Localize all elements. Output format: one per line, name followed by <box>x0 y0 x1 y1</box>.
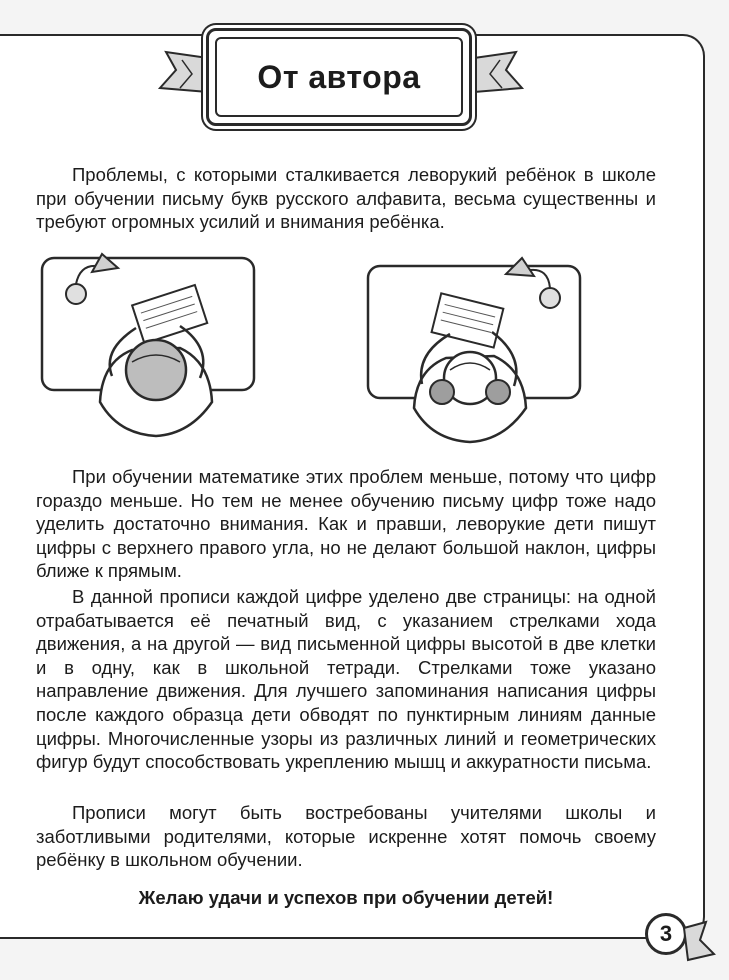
closing-wish: Желаю удачи и успехов при обучении детей! <box>138 887 554 908</box>
ribbon-left-icon <box>152 48 208 108</box>
title-banner <box>206 28 472 126</box>
page-number-badge: 3 <box>645 913 687 955</box>
paragraph-math: При обучении математике этих проблем меньше, потому что цифр гораздо меньше. Но тем не менее обучению письму цифр тоже надо уделить достаточно внимания. Как и правши, леворукие дети пишут цифры с верхнего правого угла, но не делают большой наклон, цифры ближе к прямым. <box>36 466 656 582</box>
paragraph-intro: Проблемы, с которыми сталкивается леворукий ребёнок в школе при обучении письму букв русского алфавита, весьма существенны и требуют огромных усилий и внимания ребёнка. <box>36 164 656 233</box>
paragraph-audience: Прописи могут быть востребованы учителями школы и заботливыми родителями, которые искренне хотят помочь своему ребёнку в школьном обучении. <box>36 802 656 871</box>
right-handed-child-illustration <box>366 252 596 452</box>
page-title: От автора <box>257 58 421 95</box>
paragraph-workbook: В данной прописи каждой цифре уделено две страницы: на одной отрабатывается её печатный вид, с указанием стрелками хода движения, а на другой — вид письменной цифры высотой в две клетки и в одну, как в школьной тетради. Стрелками тоже указано направление движения. Для лучшего запоминания написания цифры после каждого образца дети обводят по пунктирным линиям данные цифры. Многочисленные узоры из различных линий и геометрических фигур будут способствовать укреплению мышц и аккуратности письма. <box>36 586 656 773</box>
ribbon-right-icon <box>474 48 530 108</box>
left-handed-child-illustration <box>40 252 270 452</box>
corner-ribbon-icon <box>680 920 720 970</box>
